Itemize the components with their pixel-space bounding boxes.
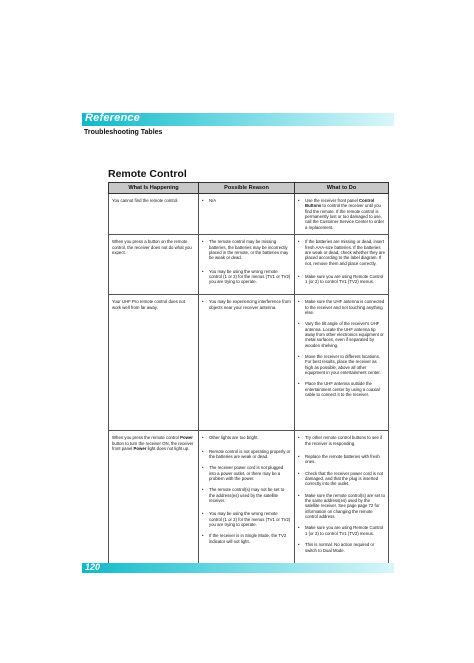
bullet-icon: • xyxy=(202,465,204,471)
page-number-bar xyxy=(82,563,394,573)
bullet-icon: • xyxy=(298,470,300,476)
table-row xyxy=(109,194,389,235)
bullet-icon: • xyxy=(202,198,204,203)
action-cell: • Try other remote control buttons to see if the receiver is responding. • Replace the remote batteries with fresh ones. • Check that the receiver power cord is not damaged, and that the plug is inserted correctly into the outlet. • Make sure the remote control(s) are set to the same address(es) used by the satellite receiver. See page page 72 for information on changing the remote control address. • Make sure you are using Remote Control 1 (or 2) to control TV1 (TV2) menus. • This is normal. No action required or switch to Dual Mode. xyxy=(295,431,389,570)
bullet-icon: • xyxy=(202,268,204,274)
reason-cell: • Other lights are too bright. • Remote control is not operating properly or the batteries are weak or dead. • The receiver power cord is not plugged into a power outlet, or there may be a problem with the power. • The remote control(s) may not be set to the address(es) used by the satellite receiver. • You may be using the wrong remote control (1 or 2) for the menus (TV1 or TV2) you are trying to operate. • If the receiver is in Single Mode, the TV2 indicator will not light. xyxy=(199,431,295,570)
reason-cell: • The remote control may be missing batteries, the batteries may be incorrectly placed in the remote, or the batteries may be weak or dead. • You may be using the wrong remote control (1 or 2) for the menus (TV1 or TV2) you are trying to operate. xyxy=(199,235,295,295)
bullet-icon: • xyxy=(202,511,204,517)
bullet-icon: • xyxy=(202,299,204,305)
bullet-icon: • xyxy=(298,542,300,548)
happening-cell: You cannot find the remote control. xyxy=(109,194,199,235)
happening-cell: When you press the remote control Power button to turn the receiver ON, the receiver front panel Power light does not light up. xyxy=(109,431,199,570)
bullet-icon: • xyxy=(298,492,300,498)
troubleshooting-table xyxy=(108,182,389,570)
section-label: Reference xyxy=(85,112,140,124)
section-title: Remote Control xyxy=(108,168,187,180)
reason-cell: • You may be experiencing interference from objects near your receiver antenna. xyxy=(199,295,295,431)
bullet-icon: • xyxy=(298,354,300,360)
action-cell: • Make sure the UHF antenna is connected to the receiver and not touching anything else. • Vary the tilt angle of the receiver's UHF antenna. Locate the UHF antenna tip away from other electronics equipment or metal surfaces, even if separated by wooden shelving. • Move the receiver to different locations. For best results, place the receiver as high as possible, above all other equipment in your entertainment center. • Place the UHF antenna outside the entertainment center by using a coaxial cable to connect it to the receiver. xyxy=(295,295,389,431)
bullet-icon: • xyxy=(298,198,300,203)
section-banner xyxy=(82,113,394,126)
table-row xyxy=(109,295,389,431)
bullet-icon: • xyxy=(202,435,204,441)
page-subtitle: Troubleshooting Tables xyxy=(84,129,163,136)
column-header: Possible Reason xyxy=(199,183,295,194)
bullet-icon: • xyxy=(202,239,204,245)
bullet-icon: • xyxy=(298,381,300,387)
bullet-icon: • xyxy=(298,273,300,279)
table-row xyxy=(109,431,389,570)
bullet-icon: • xyxy=(202,448,204,454)
page-number: 120 xyxy=(85,562,101,572)
column-header: What to Do xyxy=(295,183,389,194)
table-row xyxy=(109,235,389,295)
bullet-icon: • xyxy=(298,321,300,327)
column-header: What Is Happening xyxy=(109,183,199,194)
bullet-icon: • xyxy=(202,533,204,539)
bullet-icon: • xyxy=(298,525,300,531)
reason-cell: • N/A xyxy=(199,194,295,235)
action-cell: • Use the receiver front panel Control Buttons to control the receiver until you find the remote. If the remote control is permanently lost or too damaged to use, call the Customer Service Center to order a replacement. xyxy=(295,194,389,235)
bullet-icon: • xyxy=(298,453,300,459)
happening-cell: When you press a button on the remote control, the receiver does not do what you expect. xyxy=(109,235,199,295)
bullet-icon: • xyxy=(202,487,204,493)
bullet-icon: • xyxy=(298,239,300,245)
bullet-icon: • xyxy=(298,299,300,305)
action-cell: • If the batteries are missing or dead, insert fresh AAA-size batteries. If the batteries are weak or dead, check whether they are placed according to the label diagram. If not, remove them and place correctly. • Make sure you are using Remote Control 1 (or 2) to control TV1 (TV2) menus. xyxy=(295,235,389,295)
happening-cell: Your UHF Pro remote control does not work well from far away. xyxy=(109,295,199,431)
bullet-icon: • xyxy=(298,435,300,441)
table-header-row xyxy=(109,183,389,194)
